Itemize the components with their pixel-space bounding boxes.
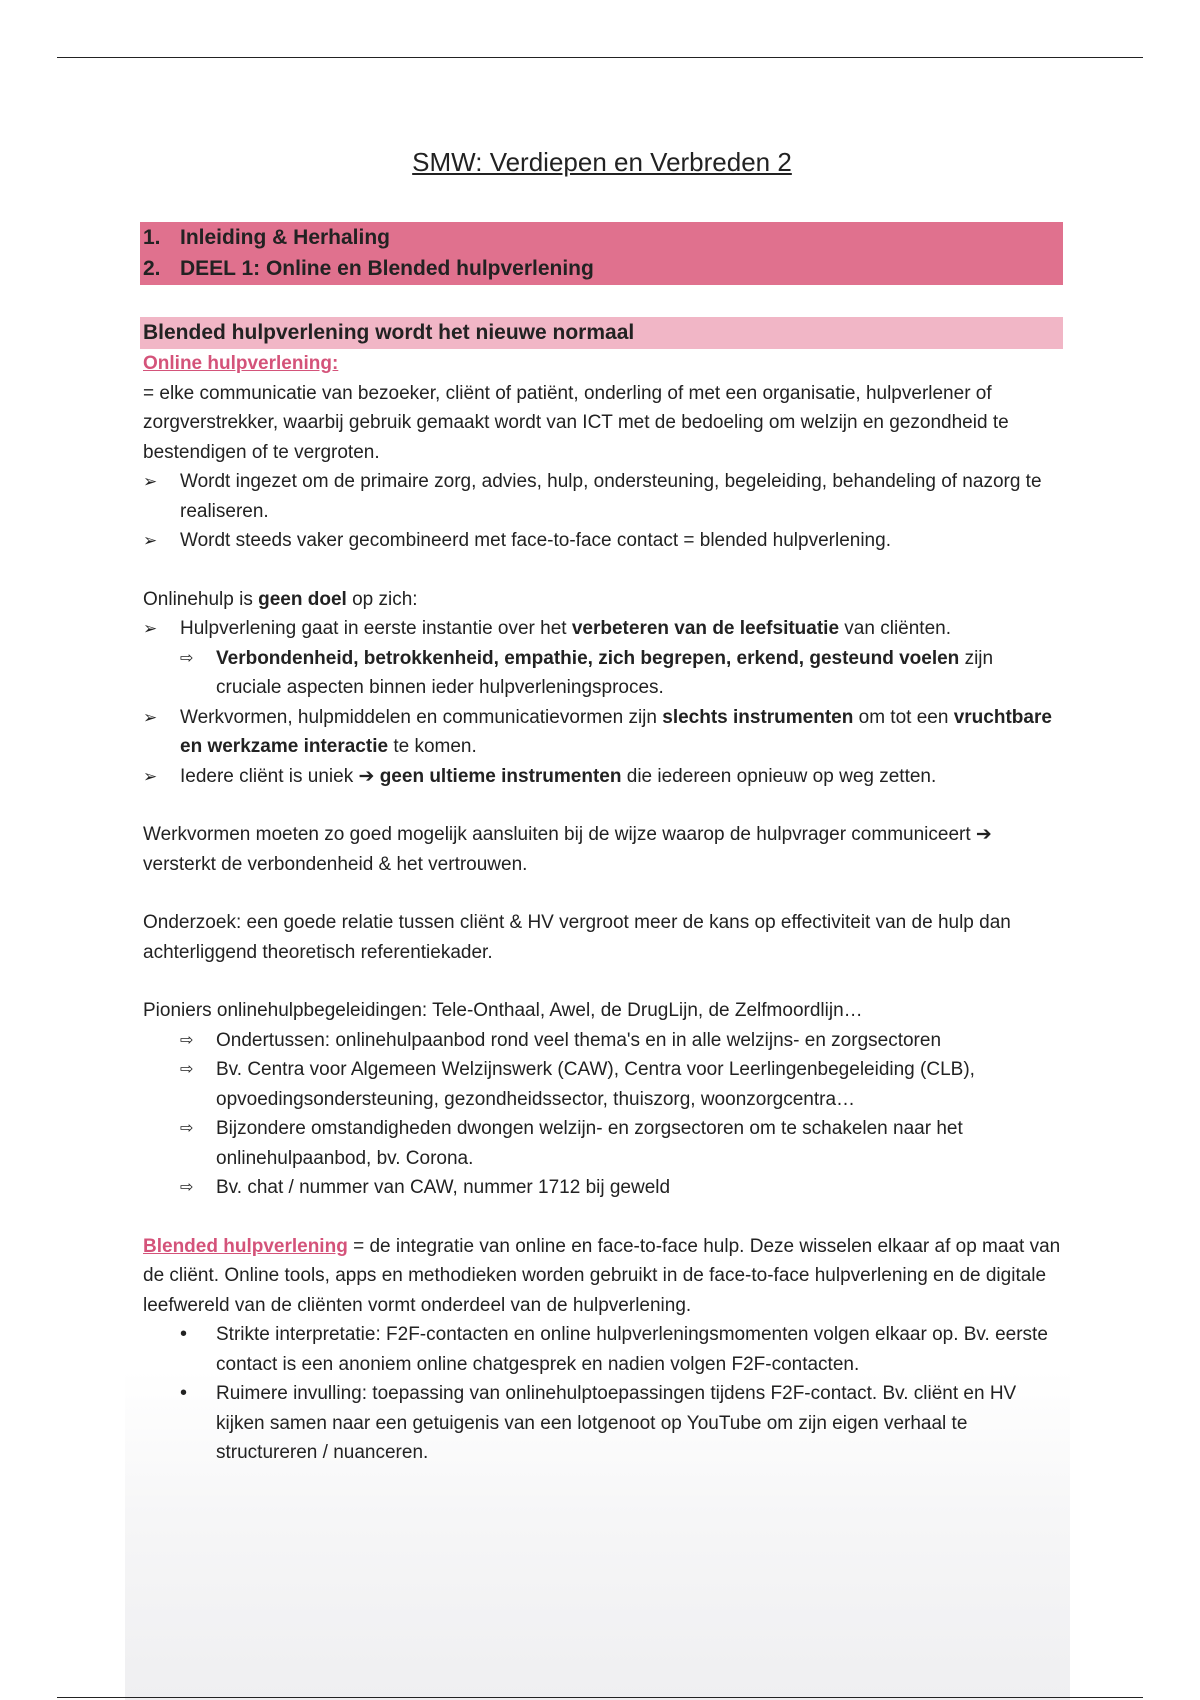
page-title: SMW: Verdiepen en Verbreden 2: [412, 147, 792, 177]
chevron-bullet-icon: ➢: [143, 619, 158, 638]
toc-block: [140, 222, 1063, 285]
chevron-bullet-icon: ➢: [143, 766, 158, 786]
list-item: ➢ Wordt ingezet om de primaire zorg, advies, hulp, ondersteuning, begeleiding, behandeling of nazorg te realiseren.: [143, 467, 1061, 526]
document-page: [143, 140, 1061, 1468]
werkvormen-paragraph: Werkvormen moeten zo goed mogelijk aansluiten bij de wijze waarop de hulpvrager communiceert ➔ versterkt de verbondenheid & het vertrouwen.: [143, 824, 992, 875]
sub-list-item: ⇨ Bijzondere omstandigheden dwongen welzijn- en zorgsectoren om te schakelen naar het onlinehulpaanbod, bv. Corona.: [143, 1114, 1061, 1173]
toc-item: 2. DEEL 1: Online en Blended hulpverlening: [143, 256, 594, 280]
toc-item: 1. Inleiding & Herhaling: [143, 226, 391, 249]
arrow-bullet-icon: ⇨: [180, 1120, 194, 1137]
chevron-bullet-icon: ➢: [143, 472, 158, 491]
blended-term: Blended hulpverlening: [143, 1235, 348, 1257]
list-item: ➢ Iedere cliënt is uniek ➔ geen ultieme instrumenten die iedereen opnieuw op weg zetten.: [143, 762, 1061, 792]
chevron-bullet-icon: ➢: [143, 707, 158, 727]
blended-definition: Blended hulpverlening = de integratie van online en face-to-face hulp. Deze wisselen elkaar af op maat van de cliënt. Online tools, apps en methodieken worden gebruikt in de face-to-face hulpverlening en de digitale leefwereld van de cliënten vormt onderdeel van de hulpverlening.: [143, 1235, 1061, 1316]
arrow-bullet-icon: ⇨: [180, 649, 194, 667]
list-item: ➢ Hulpverlening gaat in eerste instantie over het verbeteren van de leefsituatie van cliënten.: [143, 614, 1061, 644]
dot-bullet-icon: •: [180, 1323, 188, 1345]
sub-list-item: ⇨ Verbondenheid, betrokkenheid, empathie, zich begrepen, erkend, gesteund voelen zijn cruciale aspecten binnen ieder hulpverleningsproces.: [143, 644, 1061, 703]
sub-list-item: ⇨ Bv. chat / nummer van CAW, nummer 1712 bij geweld: [143, 1173, 1061, 1203]
online-definition: = elke communicatie van bezoeker, cliënt of patiënt, onderling of met een organisatie, hulpverlener of zorgverstrekker, waarbij gebruik gemaakt wordt van ICT met de bedoeling om welzijn en gezondheid te bestendigen of te vergroten.: [143, 382, 1009, 463]
list-item: • Strikte interpretatie: F2F-contacten en online hulpverleningsmomenten volgen elkaar op. Bv. eerste contact is een anoniem online chatgesprek en nadien volgen F2F-contacten.: [143, 1320, 1061, 1379]
online-heading: Online hulpverlening:: [143, 353, 339, 374]
goal-intro: Onlinehulp is geen doel op zich:: [143, 588, 418, 610]
arrow-icon: ➔: [975, 824, 992, 845]
section-heading: Blended hulpverlening wordt het nieuwe normaal: [140, 317, 1063, 349]
dot-bullet-icon: •: [180, 1382, 188, 1404]
arrow-bullet-icon: ⇨: [180, 1031, 194, 1049]
pioniers-intro: Pioniers onlinehulpbegeleidingen: Tele-Onthaal, Awel, de DrugLijn, de Zelfmoordlijn…: [143, 1000, 863, 1021]
arrow-bullet-icon: ⇨: [180, 1179, 194, 1196]
list-item: • Ruimere invulling: toepassing van onlinehulptoepassingen tijdens F2F-contact. Bv. cliënt en HV kijken samen naar een getuigenis van een lotgenoot op YouTube om zijn eigen verhaal te structureren / nuanceren.: [143, 1379, 1061, 1468]
arrow-bullet-icon: ⇨: [180, 1061, 194, 1078]
arrow-icon: ➔: [358, 765, 375, 787]
chevron-bullet-icon: ➢: [143, 531, 158, 550]
list-item: ➢ Werkvormen, hulpmiddelen en communicatievormen zijn slechts instrumenten om tot een vruchtbare en werkzame interactie te komen.: [143, 703, 1061, 762]
sub-list-item: ⇨ Ondertussen: onlinehulpaanbod rond veel thema's en in alle welzijns- en zorgsectoren: [143, 1026, 1061, 1056]
sub-list-item: ⇨ Bv. Centra voor Algemeen Welzijnswerk (CAW), Centra voor Leerlingenbegeleiding (CLB), opvoedingsondersteuning, gezondheidssector, thuiszorg, woonzorgcentra…: [143, 1055, 1061, 1114]
bottom-rule: [57, 1697, 1143, 1698]
onderzoek-paragraph: Onderzoek: een goede relatie tussen cliënt & HV vergroot meer de kans op effectiviteit van de hulp dan achterliggend theoretisch referentiekader.: [143, 912, 1011, 963]
top-rule: [57, 57, 1143, 58]
list-item: ➢ Wordt steeds vaker gecombineerd met face-to-face contact = blended hulpverlening.: [143, 526, 1061, 556]
